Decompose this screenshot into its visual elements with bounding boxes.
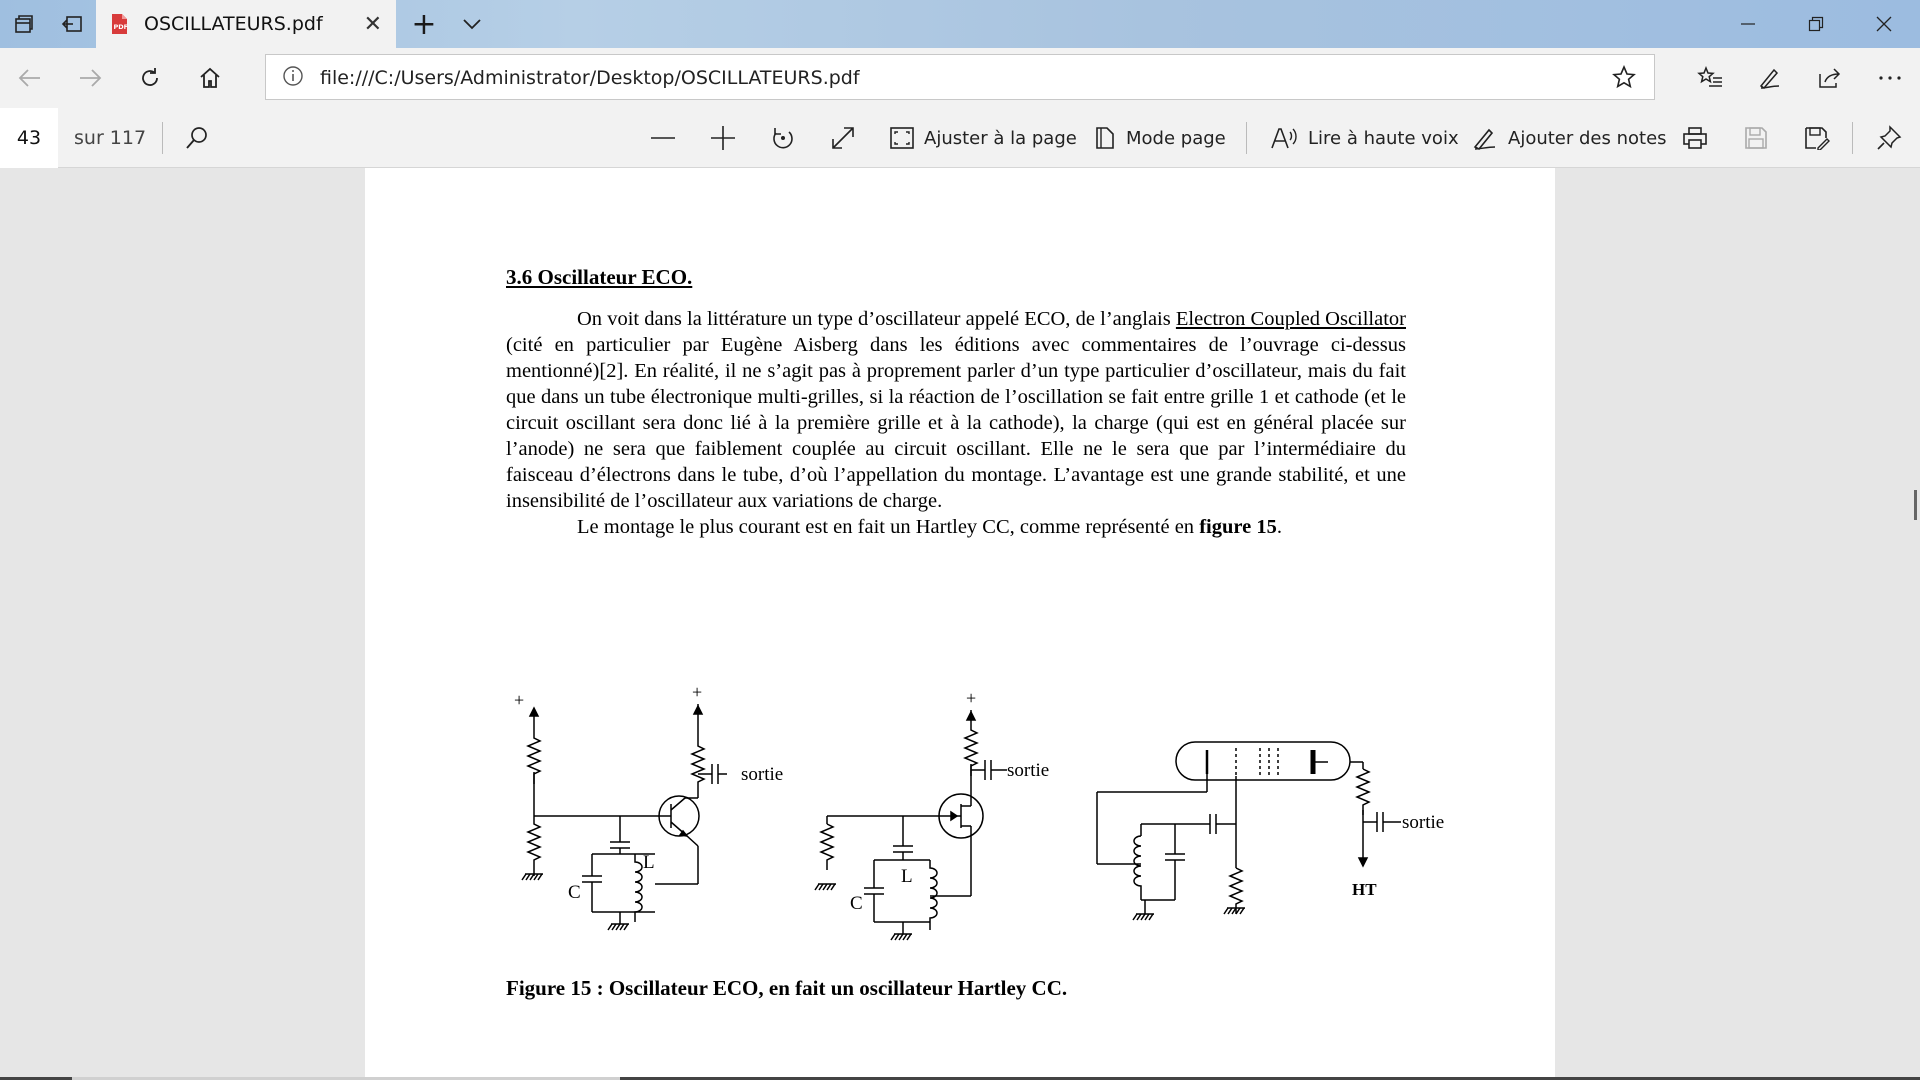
page-number-input[interactable]: 43 [0, 108, 58, 168]
inductor-label: L [901, 866, 913, 887]
svg-text:PDF: PDF [113, 23, 129, 31]
tab-actions-icon[interactable] [0, 0, 48, 48]
read-aloud-label: Lire à haute voix [1308, 127, 1459, 149]
pdf-toolbar [0, 108, 1920, 168]
fit-page-button[interactable] [890, 108, 1077, 168]
favorites-hub-icon[interactable] [1680, 48, 1740, 108]
paragraph-1-rest: (cité en particulier par Eugène Aisberg dans les éditions avec commentaires de l’ouvrage ci-dessus mentionné)[2]. En réalité, il ne s’agit pas à proprement parler d’un type particulier d’oscillateur, mais du fait que dans un tube électronique multi-grilles, si la réaction de l’oscillation se fait entre grille 1 et cathode (et le circuit oscillant sera donc lié à la première grille et à la cathode), la charge (qui est en général placée sur l’anode) ne sera que faiblement couplée au circuit oscillant. Elle ne le sera que par l’intermédiaire du faisceau d’électrons dans le tube, d’où l’appellation du montage. L’avantage est une grande stabilité, et une insensibilité de l’oscillateur aux variations de charge. [506, 334, 1406, 512]
fullscreen-icon[interactable] [830, 108, 856, 168]
tab-oscillateurs[interactable] [96, 0, 396, 48]
output-label: sortie [1007, 760, 1050, 781]
paragraph-1-start: On voit dans la littérature un type d’oscillateur appelé ECO, de l’anglais [577, 308, 1176, 330]
divider [1246, 122, 1247, 154]
fit-page-label: Ajuster à la page [924, 127, 1077, 149]
info-icon[interactable] [282, 65, 304, 87]
section-heading: 3.6 Oscillateur ECO. [506, 265, 693, 289]
paragraph-2-end: . [1276, 516, 1282, 538]
add-notes-label: Ajouter des notes [1508, 127, 1667, 149]
paragraph-2 [506, 514, 1406, 540]
plus-label: + [514, 690, 525, 710]
forward-arrow-icon[interactable] [60, 48, 120, 108]
restore-icon[interactable] [1782, 0, 1850, 48]
page-total: sur 117 [74, 127, 147, 149]
favorite-star-icon[interactable] [1612, 65, 1636, 89]
output-label: sortie [1402, 812, 1445, 833]
fet-circuit [815, 688, 1049, 940]
new-tab-icon[interactable]: + [411, 6, 437, 42]
ht-label: HT [1352, 880, 1377, 899]
add-notes-icon [1472, 125, 1498, 151]
close-window-icon[interactable] [1850, 0, 1918, 48]
save-as-icon[interactable] [1804, 108, 1830, 168]
tab-title: OSCILLATEURS.pdf [144, 13, 323, 35]
pin-toolbar-icon[interactable] [1876, 108, 1902, 168]
pdf-file-icon [108, 13, 130, 35]
plus-label: + [692, 682, 703, 702]
print-icon[interactable] [1682, 108, 1708, 168]
page-mode-button[interactable] [1094, 108, 1226, 168]
add-notes-button[interactable] [1472, 108, 1667, 168]
share-icon[interactable] [1800, 48, 1860, 108]
document-body [506, 264, 1406, 540]
plus-label: + [966, 688, 977, 708]
divider [162, 122, 163, 154]
tab-close-icon[interactable]: ✕ [363, 12, 382, 37]
circuit-diagrams-figure [365, 584, 1555, 984]
fit-page-icon [890, 127, 914, 149]
page-mode-icon [1094, 126, 1116, 150]
zoom-out-icon[interactable] [650, 108, 676, 168]
address-field[interactable] [265, 54, 1655, 100]
zoom-in-icon[interactable] [710, 108, 736, 168]
tube-circuit [1097, 742, 1444, 920]
url-text: file:///C:/Users/Administrator/Desktop/OSCILLATEURS.pdf [320, 67, 860, 89]
address-bar [0, 48, 1920, 108]
figure-reference: figure 15 [1199, 516, 1277, 538]
more-options-icon[interactable] [1860, 48, 1920, 108]
paragraph-1 [506, 306, 1406, 514]
back-arrow-icon[interactable] [0, 48, 60, 108]
divider [1852, 122, 1853, 154]
home-icon[interactable] [180, 48, 240, 108]
pen-notes-icon[interactable] [1740, 48, 1800, 108]
title-bar [0, 0, 1920, 48]
page-mode-label: Mode page [1126, 127, 1226, 149]
electron-coupled-oscillator-term: Electron Coupled Oscillator [1175, 308, 1406, 330]
inductor-label: L [643, 852, 655, 873]
search-icon[interactable] [184, 108, 210, 168]
scrollbar-thumb[interactable] [1914, 490, 1917, 520]
read-aloud-button[interactable] [1270, 108, 1459, 168]
rotate-icon[interactable] [770, 108, 796, 168]
paragraph-2-start: Le montage le plus courant est en fait un Hartley CC, comme représenté en [577, 516, 1200, 538]
set-tabs-aside-icon[interactable] [48, 0, 96, 48]
read-aloud-icon [1270, 126, 1298, 150]
capacitor-label: C [850, 893, 863, 914]
figure-caption: Figure 15 : Oscillateur ECO, en fait un oscillateur Hartley CC. [506, 976, 1068, 1000]
refresh-icon[interactable] [120, 48, 180, 108]
bjt-circuit [514, 682, 783, 930]
output-label: sortie [741, 764, 784, 785]
pdf-page [365, 168, 1555, 1080]
capacitor-label: C [568, 882, 581, 903]
minimize-icon[interactable] [1714, 0, 1782, 48]
save-icon[interactable] [1744, 108, 1768, 168]
tab-list-chevron-icon[interactable] [448, 0, 496, 48]
